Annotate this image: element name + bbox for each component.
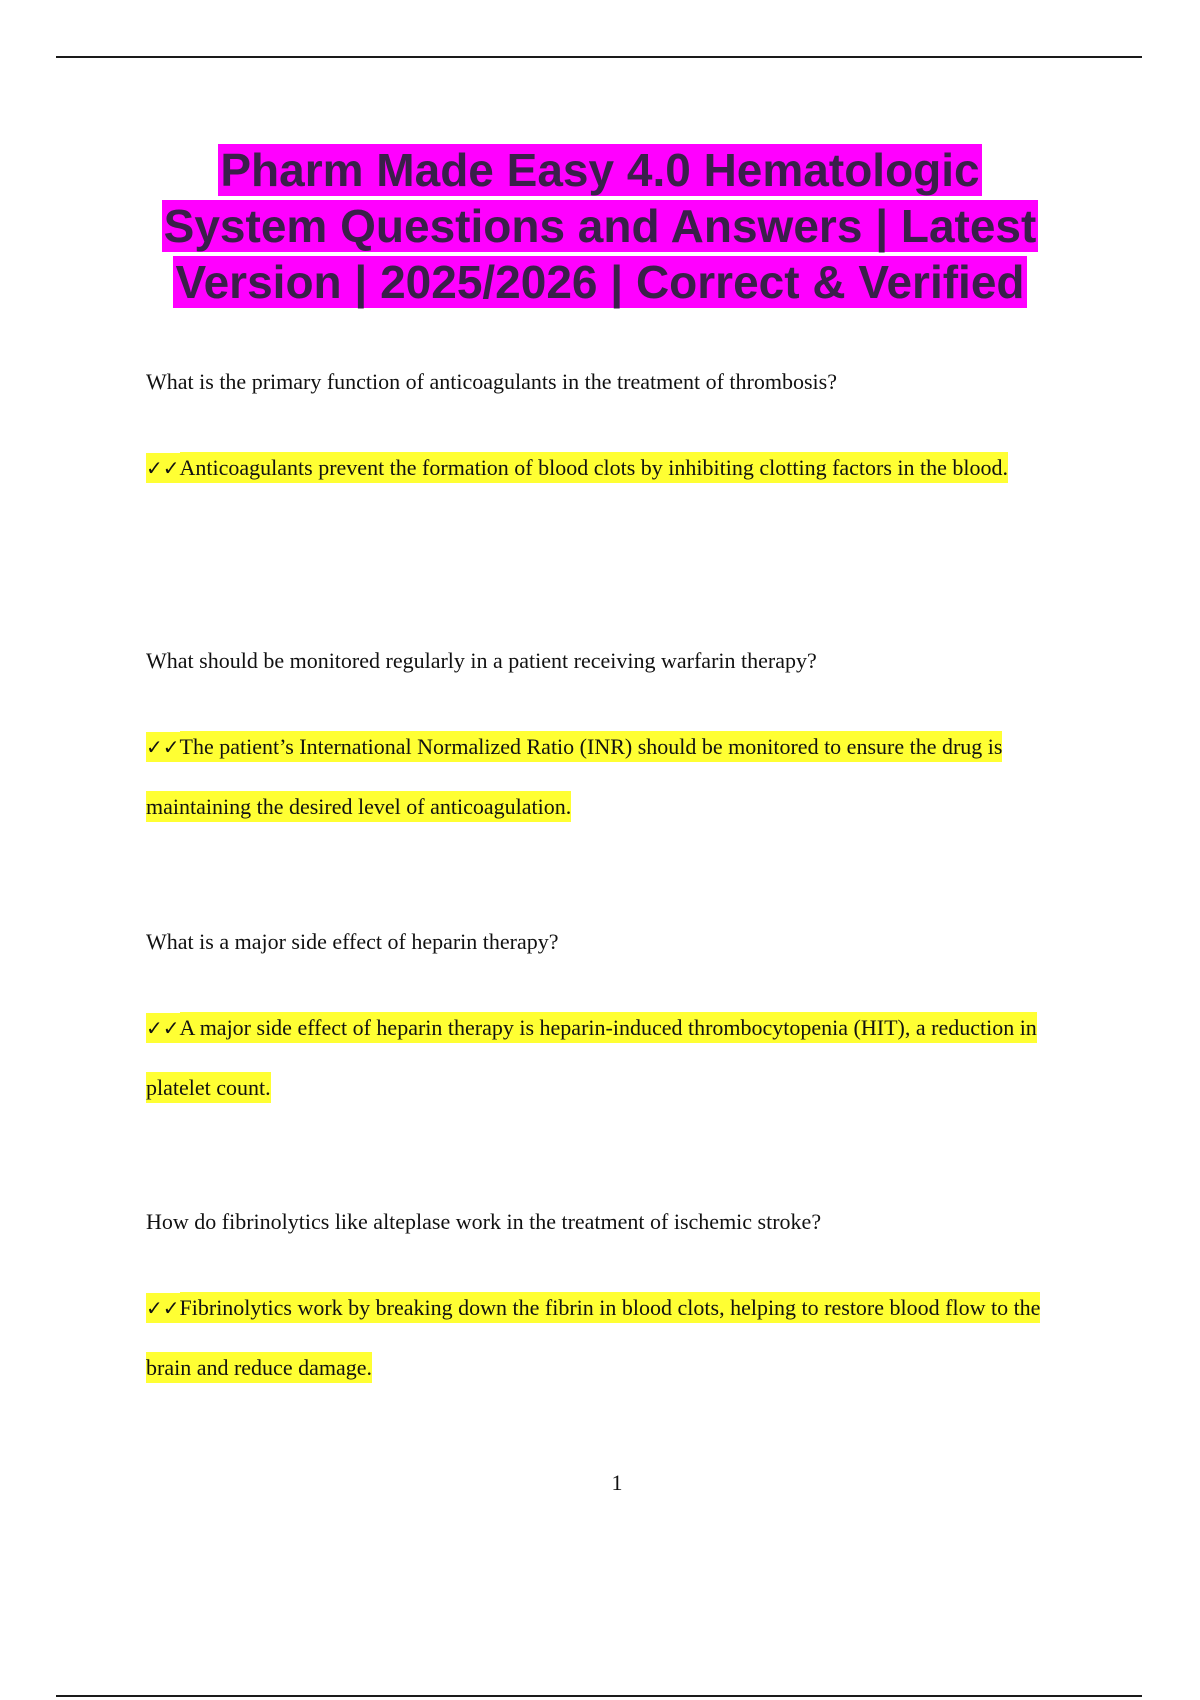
answer-block xyxy=(146,438,1076,498)
page-number: 1 xyxy=(611,1470,623,1495)
double-check-icon: ✓✓ xyxy=(146,1013,180,1043)
answer-text: Anticoagulants prevent the formation of blood clots by inhibiting clotting factors in the blood. xyxy=(180,452,1009,483)
double-check-icon: ✓✓ xyxy=(146,732,180,762)
top-rule xyxy=(56,56,1142,58)
answer-text: The patient’s International Normalized Ratio (INR) should be monitored to ensure the drug is maintaining the desired level of anticoagulation. xyxy=(146,731,1002,822)
title-line: Pharm Made Easy 4.0 Hematologic xyxy=(220,144,980,196)
double-check-icon: ✓✓ xyxy=(146,453,180,483)
question-text: What is the primary function of anticoagulants in the treatment of thrombosis? xyxy=(146,369,837,394)
question-text: What is a major side effect of heparin therapy? xyxy=(146,929,559,954)
title-line: Version | 2025/2026 | Correct & Verified xyxy=(175,256,1025,308)
answer-block xyxy=(146,1278,1076,1398)
document-title xyxy=(120,142,1080,310)
qa-item xyxy=(146,368,1076,498)
qa-item xyxy=(146,647,1076,837)
answer-text: A major side effect of heparin therapy is heparin-induced thrombocytopenia (HIT), a reduction in platelet count. xyxy=(146,1012,1037,1103)
answer-block xyxy=(146,998,1076,1118)
title-line: System Questions and Answers | Latest xyxy=(163,200,1037,252)
answer-text: Fibrinolytics work by breaking down the fibrin in blood clots, helping to restore blood flow to the brain and reduce damage. xyxy=(146,1292,1040,1383)
bottom-rule xyxy=(56,1695,1142,1697)
double-check-icon: ✓✓ xyxy=(146,1293,180,1323)
question-text: How do fibrinolytics like alteplase work in the treatment of ischemic stroke? xyxy=(146,1209,822,1234)
qa-item xyxy=(146,928,1076,1118)
qa-item xyxy=(146,1208,1076,1398)
answer-block xyxy=(146,717,1076,837)
question-text: What should be monitored regularly in a patient receiving warfarin therapy? xyxy=(146,648,817,673)
